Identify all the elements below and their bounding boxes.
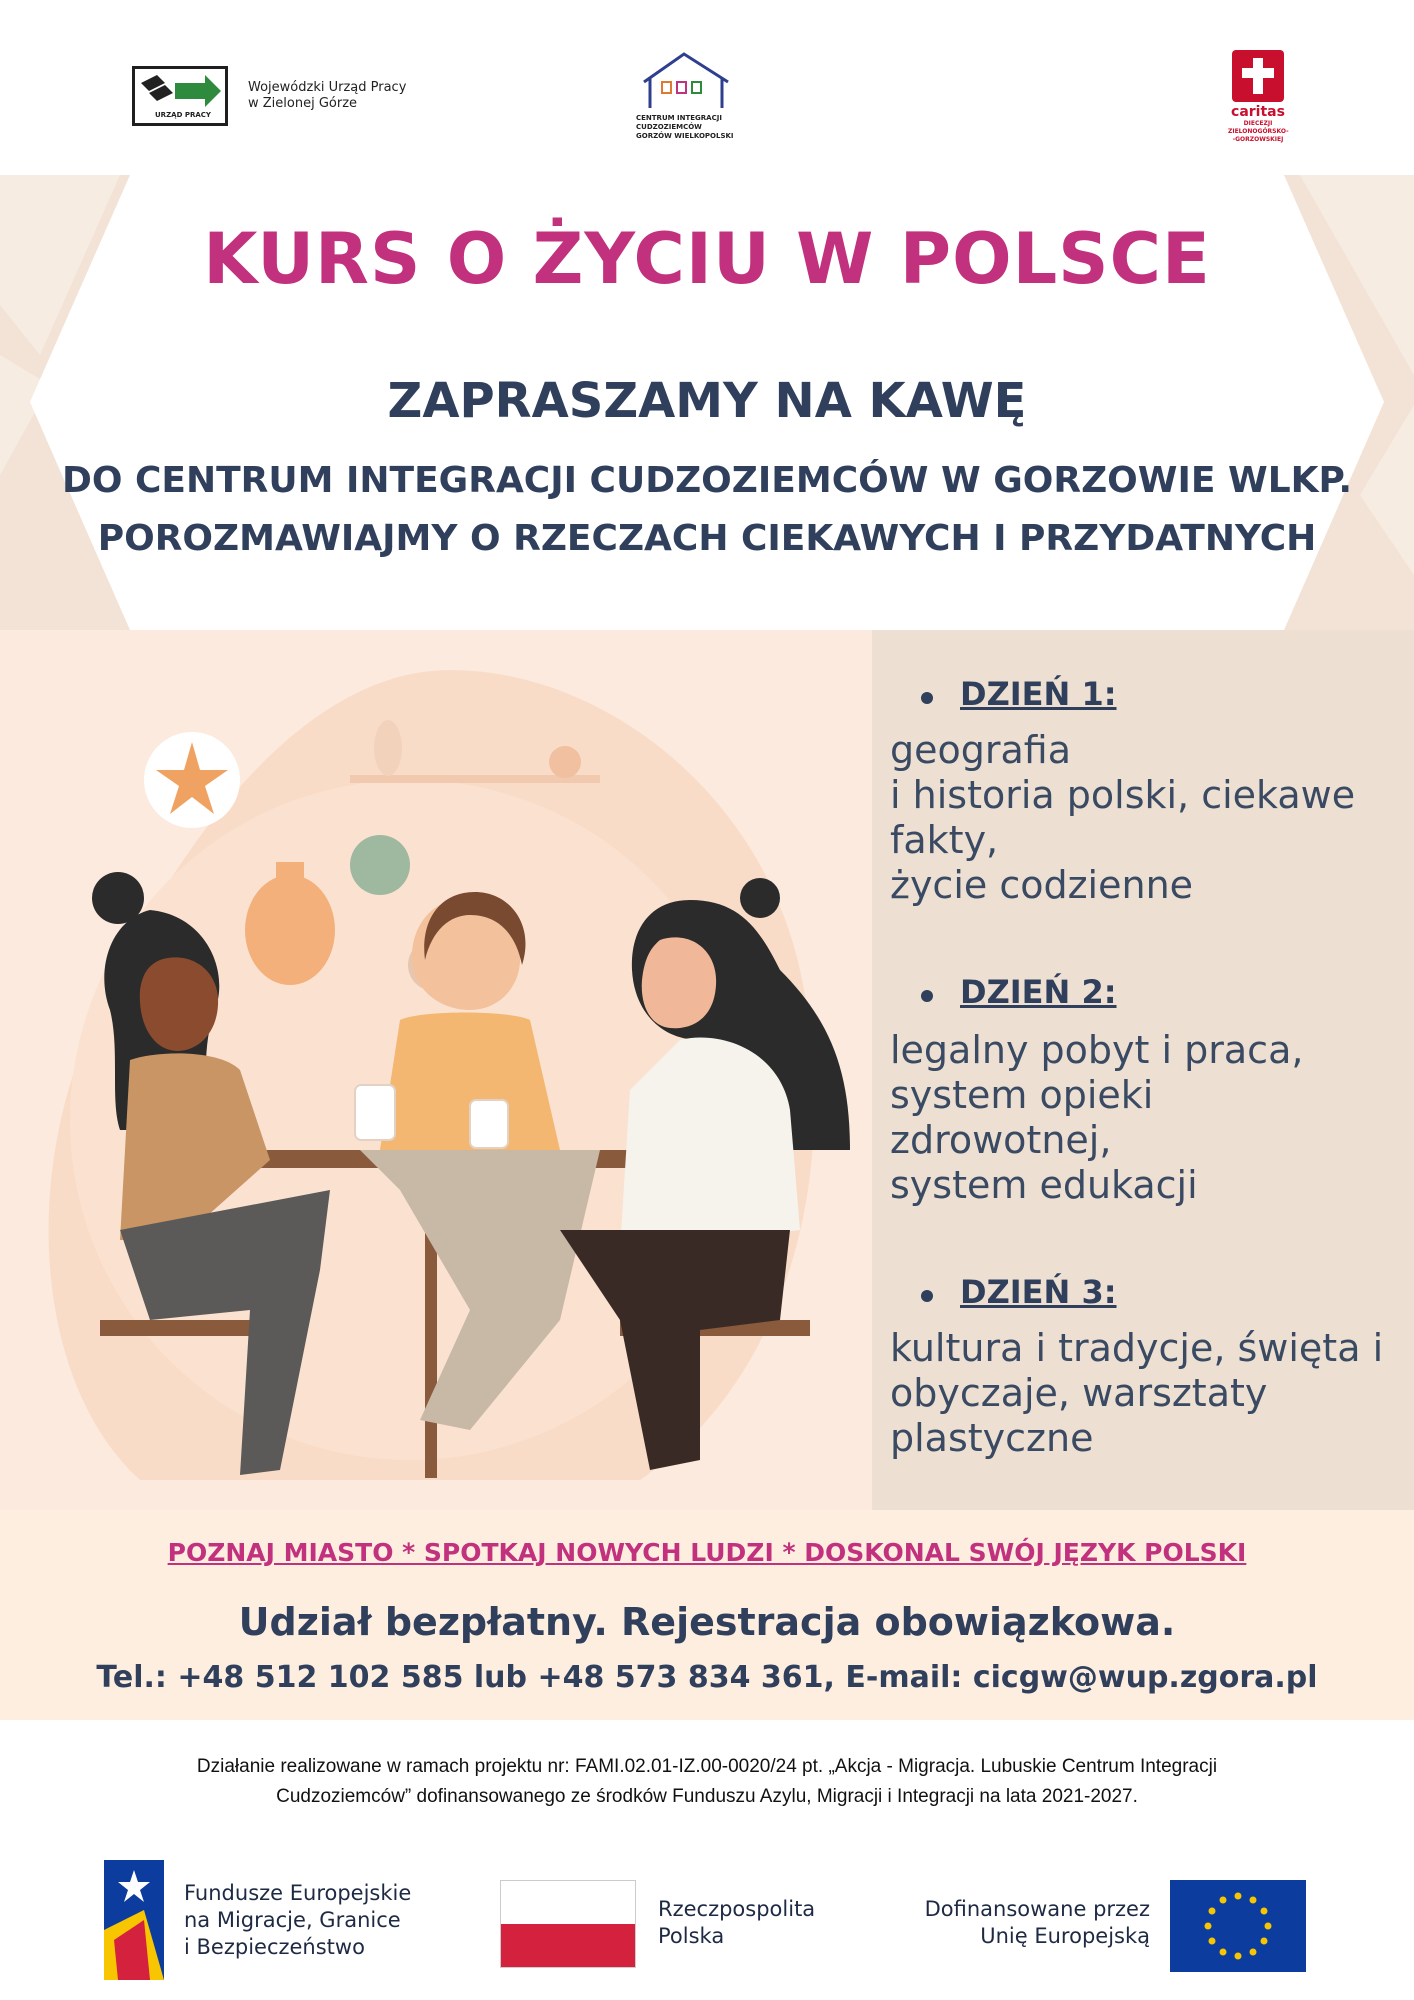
wup-logo xyxy=(132,66,228,126)
fe-text: Fundusze Europejskie na Migracje, Granice i Bezpieczeństwo xyxy=(184,1881,412,1959)
page-title: KURS O ŻYCIU W POLSCE xyxy=(203,218,1211,300)
project-note: Działanie realizowane w ramach projektu nr: FAMI.02.01-IZ.00-0020/24 pt. „Akcja - Migracja. Lubuskie Centrum Integracji Cudzoziemców” dofinansowanego ze środków Funduszu Azylu, Migracji i Integracji na lata 2021-2027. xyxy=(196,1756,1218,1807)
contact-info: Tel.: +48 512 102 585 lub +48 573 834 361, E-mail: cicgw@wup.zgora.pl xyxy=(96,1660,1318,1695)
day-2-topics: legalny pobyt i praca, system opieki zdrowotnej, system edukacji xyxy=(890,1028,1304,1207)
subtitle-topic: POROZMAWIAJMY O RZECZACH CIEKAWYCH I PRZYDATNYCH xyxy=(97,518,1317,559)
caritas-logo: caritas DIECEZJI ZIELONOGÓRSKO- -GORZOWSKIEJ xyxy=(1228,50,1288,160)
subtitle-location: DO CENTRUM INTEGRACJI CUDZOZIEMCÓW W GORZOWIE WLKP. xyxy=(61,460,1353,501)
house-icon xyxy=(636,48,776,110)
day-3-topics: kultura i tradycje, święta i obyczaje, warsztaty plastyczne xyxy=(890,1326,1384,1460)
day-1-heading: DZIEŃ 1: xyxy=(960,675,1117,713)
slogan: POZNAJ MIASTO * SPOTKAJ NOWYCH LUDZI * DOSKONAL SWÓJ JĘZYK POLSKI xyxy=(167,1538,1247,1567)
day-2-heading: DZIEŃ 2: xyxy=(960,973,1117,1011)
day-1-topics: geografia i historia polski, ciekawe fakty, życie codzienne xyxy=(890,728,1356,907)
day-3-heading: DZIEŃ 3: xyxy=(960,1273,1117,1311)
bullet-icon xyxy=(921,990,933,1002)
bullet-icon xyxy=(921,692,933,704)
fe-logo xyxy=(104,1860,164,1980)
coffee-meeting-illustration xyxy=(0,630,872,1510)
eu-funds-icon xyxy=(104,1860,164,1980)
rp-text: Rzeczpospolita Polska xyxy=(658,1897,816,1948)
ue-text: Dofinansowane przez Unię Europejską xyxy=(924,1897,1150,1948)
illustration-panel xyxy=(0,630,872,1510)
wup-text: Wojewódzki Urząd Pracy w Zielonej Górze xyxy=(248,80,407,111)
cic-logo: CENTRUM INTEGRACJI CUDZOZIEMCÓW GORZÓW WIELKOPOLSKI xyxy=(636,48,776,138)
wup-badge: URZĄD PRACY xyxy=(155,111,211,119)
bullet-icon xyxy=(921,1290,933,1302)
caritas-cross-icon xyxy=(1232,50,1284,102)
participation-info: Udział bezpłatny. Rejestracja obowiązkowa. xyxy=(238,1600,1176,1644)
eu-flag xyxy=(1170,1880,1306,1972)
polish-flag xyxy=(500,1880,636,1968)
eu-stars-icon xyxy=(1170,1880,1306,1972)
subtitle-invite: ZAPRASZAMY NA KAWĘ xyxy=(387,373,1027,429)
